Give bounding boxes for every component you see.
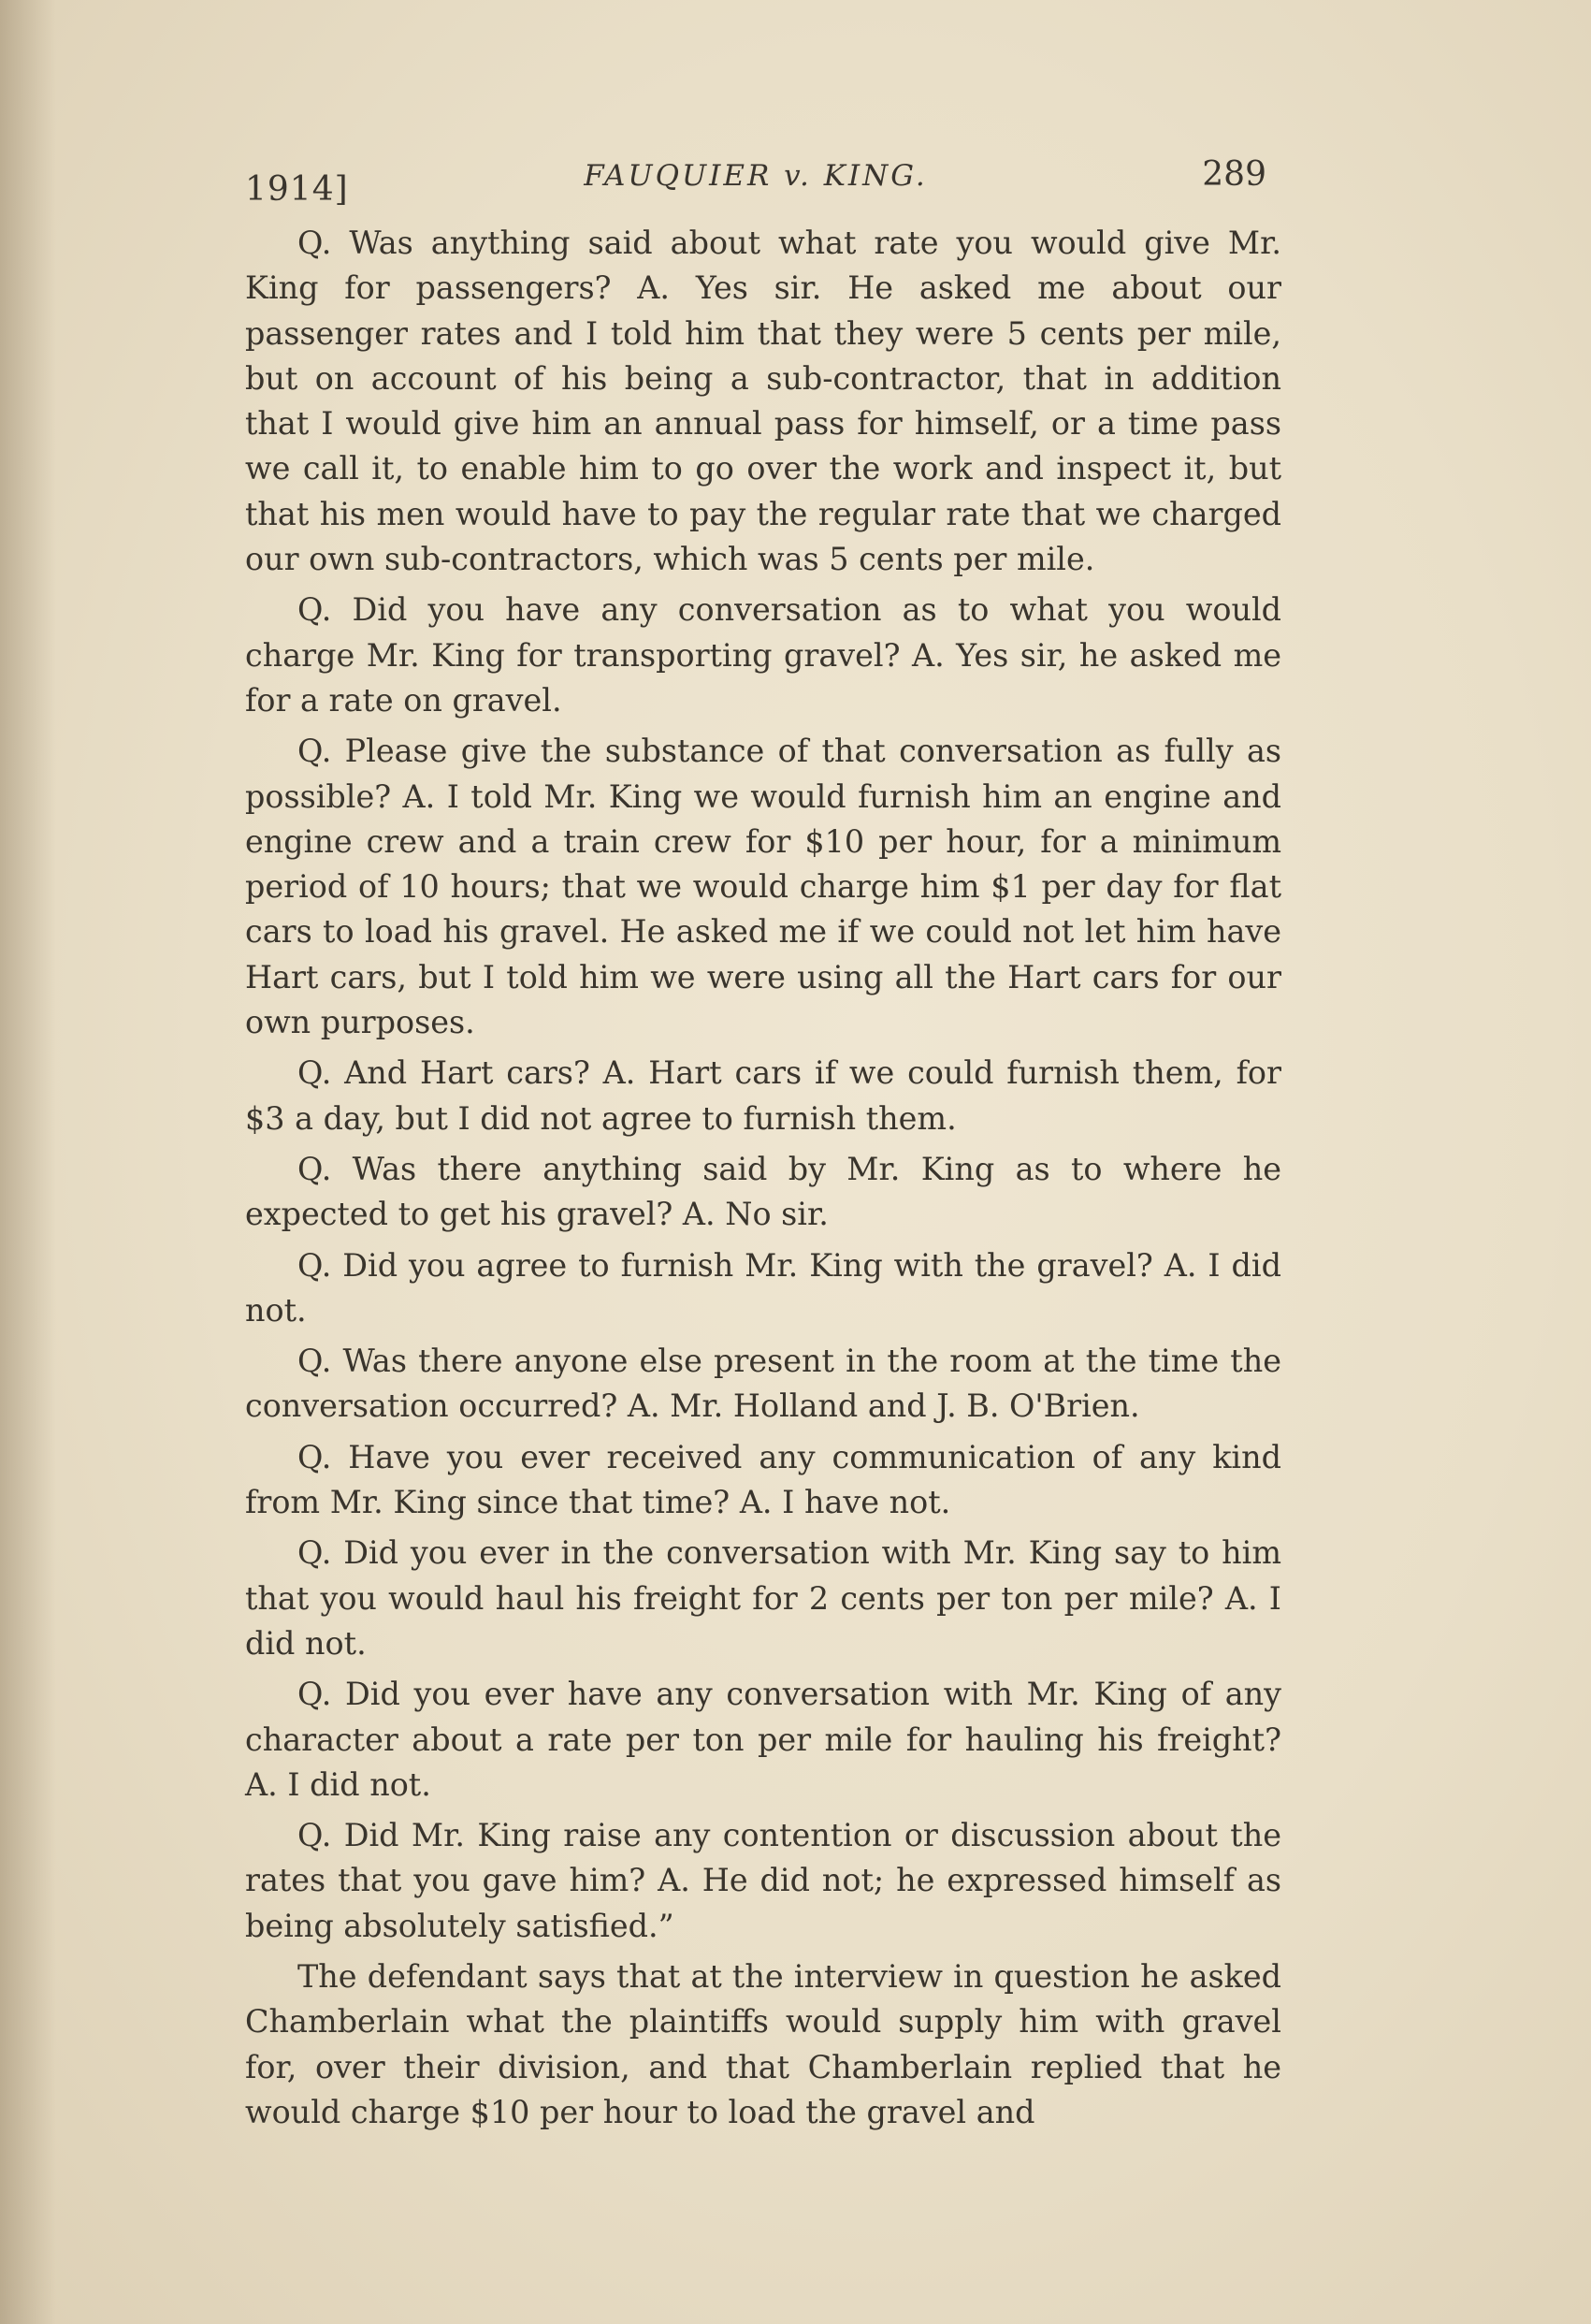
header-page-number: 289: [1202, 155, 1266, 194]
paragraph: Q. Did Mr. King raise any contention or discussion about the rates that you gave him? A. He did not; he expressed himself as being absolutely satisfied.”: [245, 1817, 1281, 1944]
paragraph: Q. Was anything said about what rate you would give Mr. King for passengers? A. Yes sir. He asked me about our passenger rates and I told him that they were 5 cents per mile, but on account of his being a sub-contractor, that in addition that I would give him an annual pass for himself, or a time pass we call it, to enable him to go over the work and inspect it, but that his men would have to pay the regular rate that we charged our own sub-contractors, which was 5 cents per mile.: [245, 225, 1281, 578]
paragraph: Q. And Hart cars? A. Hart cars if we could furnish them, for $3 a day, but I did not agree to furnish them.: [245, 1054, 1281, 1137]
paragraph: Q. Please give the substance of that conversation as fully as possible? A. I told Mr. King we would furnish him an engine and engine crew and a train crew for $10 per hour, for a minimum period of 10 hours; that we would charge him $1 per day for flat cars to load his gravel. He asked me if we could not let him have Hart cars, but I told him we were using all the Hart cars for our own purposes.: [245, 733, 1281, 1041]
paragraph: Q. Did you ever have any conversation with Mr. King of any character about a rate per ton per mile for hauling his freight? A. I did not.: [245, 1676, 1281, 1803]
paragraph: Q. Was there anyone else present in the room at the time the conversation occurred? A. Mr. Holland and J. B. O'Brien.: [245, 1343, 1281, 1425]
paragraph: Q. Did you agree to furnish Mr. King with the gravel? A. I did not.: [245, 1246, 1281, 1329]
header-year: 1914]: [245, 170, 349, 209]
paragraph: The defendant says that at the interview in question he asked Chamberlain what the plaintiffs would supply him with gravel for, over their division, and that Chamberlain replied that he would charge $10 per hour to load the gravel and: [245, 1957, 1281, 2130]
paragraph: Q. Did you have any conversation as to what you would charge Mr. King for transporting gravel? A. Yes sir, he asked me for a rate on gravel.: [245, 591, 1281, 719]
running-header: [245, 150, 1266, 209]
page-body: [245, 221, 1281, 2260]
paragraph: Q. Have you ever received any communication of any kind from Mr. King since that time? A. I have not.: [245, 1438, 1281, 1521]
header-case-title: FAUQUIER v. KING.: [584, 159, 928, 193]
page-gutter-shadow: [0, 0, 56, 2324]
paragraph: Q. Was there anything said by Mr. King as to where he expected to get his gravel? A. No sir.: [245, 1150, 1281, 1233]
paragraph: Q. Did you ever in the conversation with Mr. King say to him that you would haul his freight for 2 cents per ton per mile? A. I did not.: [245, 1534, 1281, 1662]
